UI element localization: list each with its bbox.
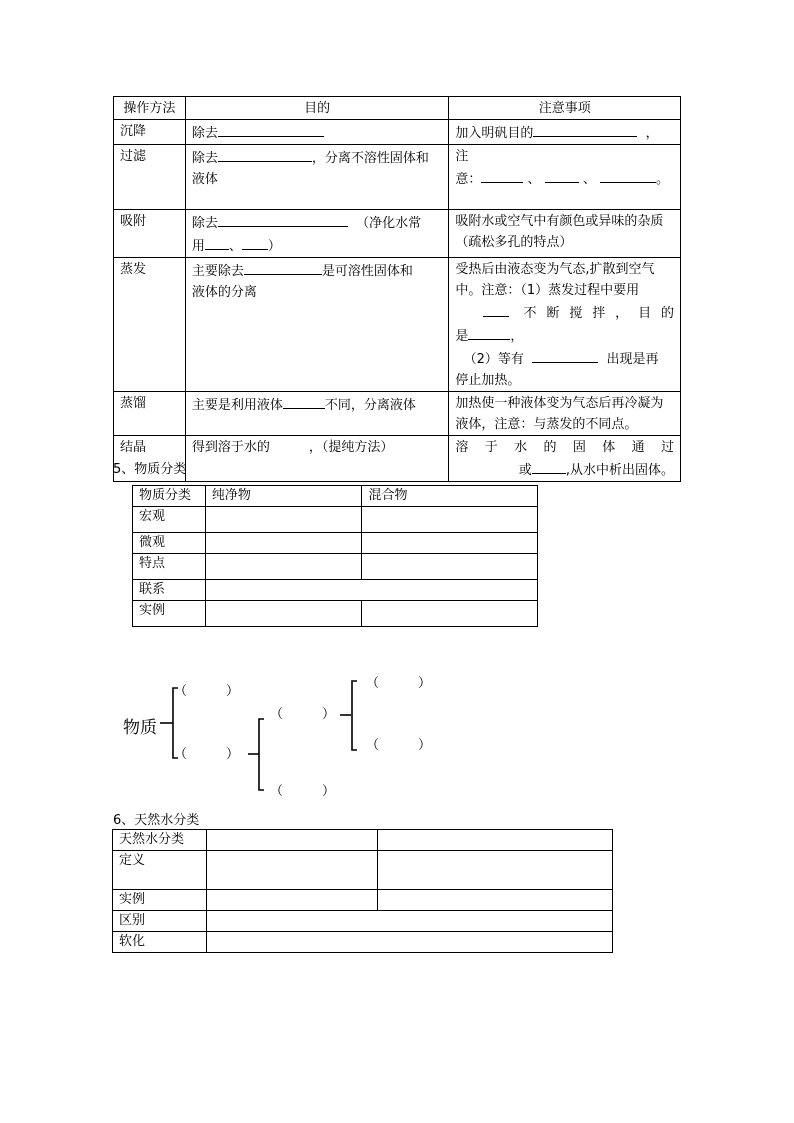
- table-row: [113, 911, 613, 932]
- answer-cell[interactable]: [378, 890, 613, 911]
- purpose-cell: 除去 （净化水常 用 、 ）: [185, 210, 449, 258]
- row-label: 联系: [133, 580, 206, 601]
- notes-cell: 吸附水或空气中有颜色或异味的杂质（疏松多孔的特点）: [449, 210, 681, 258]
- notes-cell: 加热使一种液体变为气态后再冷凝为液体，注意：与蒸发的不同点。: [449, 392, 681, 436]
- header-cell: 混合物: [362, 486, 538, 507]
- answer-cell[interactable]: [206, 890, 378, 911]
- answer-cell[interactable]: [206, 830, 378, 851]
- natural-water-table: [112, 829, 613, 953]
- header-cell: 纯净物: [205, 486, 362, 507]
- blank-bracket[interactable]: （ ）: [270, 784, 336, 799]
- table-row: [113, 830, 613, 851]
- purpose-cell: 除去 ，分离不溶性固体和 液体: [185, 145, 449, 210]
- row-label: 实例: [133, 601, 206, 627]
- answer-cell[interactable]: [206, 911, 612, 932]
- notes-cell: 溶于水的固体通过 或 ,从水中析出固体。: [449, 436, 681, 482]
- blank-bracket[interactable]: （ ）: [270, 707, 336, 722]
- header-method: 操作方法: [114, 97, 186, 120]
- row-label: 软化: [113, 932, 207, 953]
- section-title: 6、天然水分类: [113, 813, 200, 828]
- blank-bracket[interactable]: （ ）: [366, 676, 432, 691]
- method-cell: 蒸馏: [114, 392, 186, 436]
- row-label: 定义: [113, 851, 207, 890]
- blank-bracket[interactable]: （ ）: [174, 747, 240, 762]
- header-purpose: 目的: [185, 97, 449, 120]
- notes-cell: 加入明矾目的 ，: [449, 120, 681, 145]
- table-row: [113, 890, 613, 911]
- method-cell: 过滤: [114, 145, 186, 210]
- purpose-cell: 除去: [185, 120, 449, 145]
- notes-cell: 受热后由液态变为气态,扩散到空气 中。注意：（1）蒸发过程中要用 不断搅拌，目的 是 ， （2）等有 出现是再 停止加热。: [449, 258, 681, 392]
- header-notes: 注意事项: [449, 97, 681, 120]
- answer-cell[interactable]: [378, 830, 613, 851]
- blank-bracket[interactable]: （ ）: [174, 684, 240, 699]
- header-cell: 物质分类: [133, 486, 206, 507]
- row-label: 区别: [113, 911, 207, 932]
- row-label: 宏观: [133, 507, 206, 533]
- blank-bracket[interactable]: （ ）: [366, 738, 432, 753]
- row-label: 微观: [133, 533, 206, 554]
- method-cell: 蒸发: [114, 258, 186, 392]
- table-row: [113, 932, 613, 953]
- table-row: [113, 851, 613, 890]
- answer-cell[interactable]: [206, 851, 378, 890]
- purpose-cell: 得到溶于水的 ，（提纯方法）: [185, 436, 449, 482]
- answer-cell[interactable]: [378, 851, 613, 890]
- method-cell: 结晶: [114, 436, 186, 482]
- method-cell: 吸附: [114, 210, 186, 258]
- row-label: 特点: [133, 554, 206, 580]
- root-label: 物质: [123, 718, 157, 738]
- purpose-cell: 主要除去 是可溶性固体和 液体的分离: [185, 258, 449, 392]
- row-label: 实例: [113, 890, 207, 911]
- section-title: 5、物质分类: [113, 462, 187, 477]
- method-cell: 沉降: [114, 120, 186, 145]
- answer-cell[interactable]: [206, 932, 612, 953]
- purpose-cell: 主要是利用液体 不同，分离液体: [185, 392, 449, 436]
- row-label: 天然水分类: [113, 830, 207, 851]
- notes-cell: 注 意： 、 、 。: [449, 145, 681, 210]
